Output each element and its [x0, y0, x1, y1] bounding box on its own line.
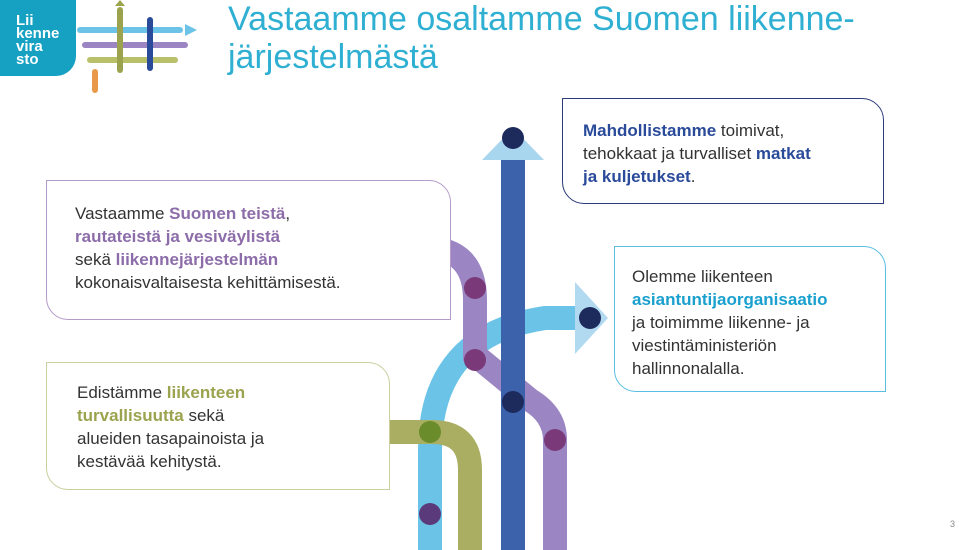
text-line: alueiden tasapainoista ja — [77, 429, 265, 448]
text-line: ja kuljetukset. — [583, 167, 696, 186]
info-box-safety — [46, 362, 390, 490]
text-line: kestävää kehitystä. — [77, 452, 222, 471]
info-box-roads — [46, 180, 451, 320]
logo-text-line: vira — [16, 38, 43, 55]
text-line: Vastaamme Suomen teistä, — [75, 204, 291, 223]
logo-text-line: Lii — [16, 12, 34, 29]
info-box-expert — [614, 246, 886, 392]
page-number: 3 — [950, 519, 956, 529]
text-line: asiantuntijaorganisaatio — [632, 290, 828, 309]
text-line: tehokkaat ja turvalliset matkat — [583, 144, 811, 163]
mini-arrows-icon — [80, 0, 197, 90]
logo-text-line: kenne — [16, 25, 60, 42]
page-title: Vastaamme osaltamme Suomen liikenne-järjestelmästä — [228, 0, 855, 76]
logo-text-line: sto — [16, 51, 39, 68]
text-line: sekä liikennejärjestelmän — [75, 250, 279, 269]
text-line: Mahdollistamme toimivat, — [583, 121, 785, 140]
info-box-travel — [562, 98, 884, 204]
text-line: hallinnonalalla. — [632, 359, 745, 378]
text-line: Olemme liikenteen — [632, 267, 773, 286]
text-line: rautateistä ja vesiväylistä — [75, 227, 281, 246]
text-line: Edistämme liikenteen — [77, 383, 246, 402]
text-line: turvallisuutta sekä — [77, 406, 225, 425]
text-line: ja toimimme liikenne- ja — [632, 313, 810, 332]
text-line: viestintäministeriön — [632, 336, 777, 355]
text-line: kokonaisvaltaisesta kehittämisestä. — [75, 273, 341, 292]
